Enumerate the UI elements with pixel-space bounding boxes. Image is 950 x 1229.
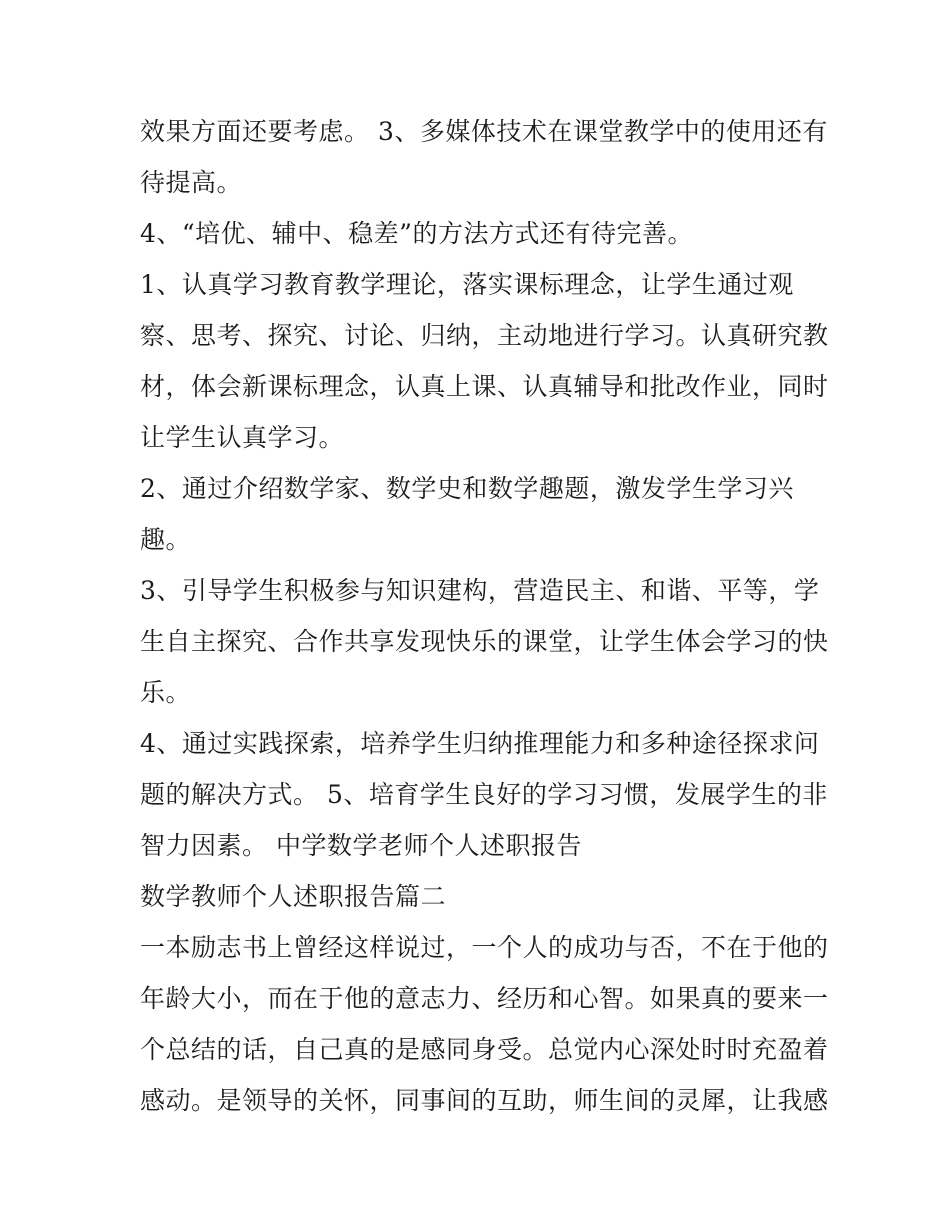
text-line: 一本励志书上曾经这样说过，一个人的成功与否，不在于他的: [140, 933, 829, 962]
text-line: 待提高。: [140, 168, 243, 197]
text-line: 效果方面还要考虑。 3、多媒体技术在课堂教学中的使用还有: [140, 117, 828, 146]
text-line: 智力因素。 中学数学老师个人述职报告: [140, 831, 582, 860]
text-line: 感动。是领导的关怀，同事间的互助，师生间的灵犀，让我感: [140, 1086, 829, 1115]
text-line: 材，体会新课标理念，认真上课、认真辅导和批改作业，同时: [140, 372, 829, 401]
text-line: 4、通过实践探索，培养学生归纳推理能力和多种途径探求问: [140, 729, 820, 758]
text-line: 让学生认真学习。: [140, 423, 345, 452]
text-line: 察、思考、探究、讨论、归纳，主动地进行学习。认真研究教: [140, 321, 829, 350]
text-line: 1、认真学习教育教学理论，落实课标理念，让学生通过观: [140, 270, 794, 299]
text-line: 题的解决方式。 5、培育学生良好的学习习惯，发展学生的非: [140, 780, 828, 809]
text-line: 个总结的话，自己真的是感同身受。总觉内心深处时时充盈着: [140, 1035, 829, 1064]
text-line: 乐。: [140, 678, 192, 707]
text-line: 年龄大小，而在于他的意志力、经历和心智。如果真的要来一: [140, 984, 829, 1013]
text-line: 趣。: [140, 525, 192, 554]
document-body: [140, 106, 829, 1126]
text-line: 4、“培优、辅中、稳差”的方法方式还有待完善。: [140, 219, 693, 248]
text-line: 3、引导学生积极参与知识建构，营造民主、和谐、平等，学: [140, 576, 820, 605]
text-line: 生自主探究、合作共享发现快乐的课堂，让学生体会学习的快: [140, 627, 829, 656]
text-line: 2、通过介绍数学家、数学史和数学趣题，激发学生学习兴: [140, 474, 794, 503]
section-heading: 数学教师个人述职报告篇二: [140, 882, 447, 911]
